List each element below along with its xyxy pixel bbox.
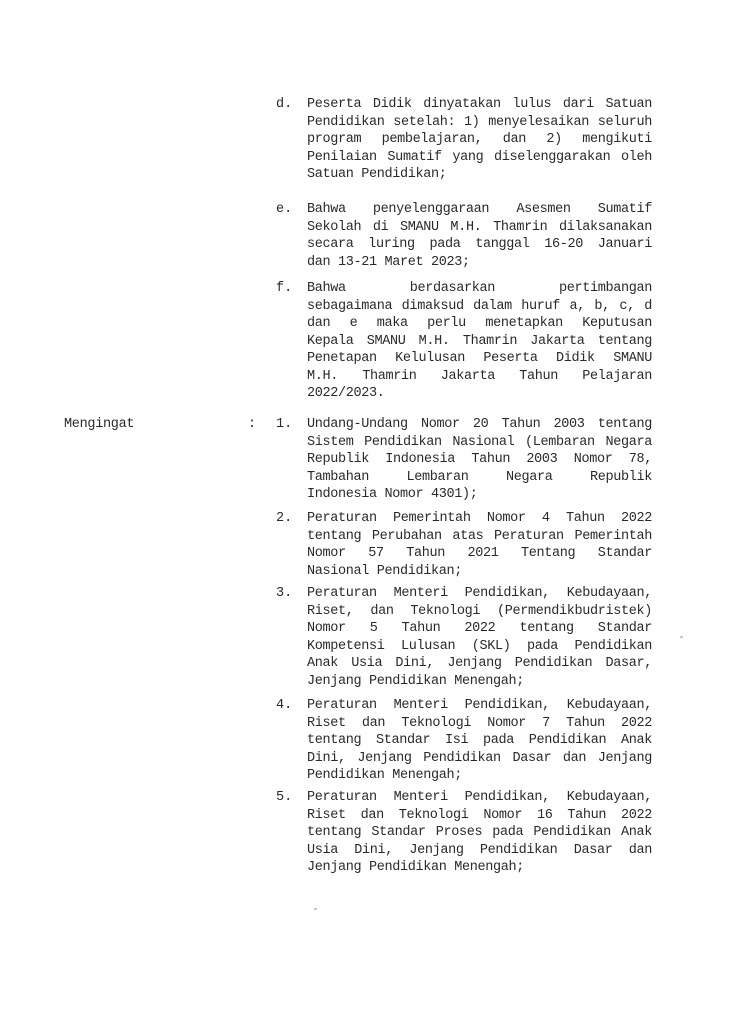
item-marker: 4.: [276, 698, 293, 713]
item-line: Kepala SMANU M.H. Thamrin Jakarta tentang: [307, 333, 652, 349]
item-line: Riset dan Teknologi Nomor 7 Tahun 2022: [307, 715, 652, 731]
item-line: Dini, Jenjang Pendidikan Dasar dan Jenjang: [307, 750, 652, 766]
item-line: dan 13-21 Maret 2023;: [307, 254, 470, 270]
item-marker: 3.: [276, 586, 293, 601]
item-line: Pendidikan Menengah;: [307, 768, 463, 783]
item-line: Indonesia Nomor 4301);: [307, 487, 478, 502]
scan-speck: [314, 908, 317, 910]
item-line: Jenjang Pendidikan Menengah;: [307, 860, 525, 875]
item-line: Satuan Pendidikan;: [307, 167, 447, 182]
item-line: sebagaimana dimaksud dalam huruf a, b, c, d: [307, 298, 652, 314]
item-line: Nasional Pendidikan;: [307, 563, 463, 579]
item-line: Peraturan Pemerintah Nomor 4 Tahun 2022: [307, 511, 652, 526]
item-line: Nomor 57 Tahun 2021 Tentang Standar: [307, 546, 652, 561]
item-marker: 5.: [276, 790, 293, 805]
item-line: Tambahan Lembaran Negara Republik: [307, 469, 652, 485]
item-line: tentang Standar Isi pada Pendidikan Anak: [307, 733, 652, 748]
item-line: Bahwa berdasarkan pertimbangan: [307, 281, 652, 296]
item-marker: d.: [276, 97, 293, 112]
item-line: Penilaian Sumatif yang diselenggarakan oleh: [307, 149, 652, 165]
item-line: Riset dan Teknologi Nomor 16 Tahun 2022: [307, 807, 652, 823]
item-line: 2022/2023.: [307, 386, 385, 401]
item-line: M.H. Thamrin Jakarta Tahun Pelajaran: [307, 368, 652, 384]
mengingat-label: Mengingat: [64, 417, 135, 432]
item-line: Pendidikan setelah: 1) menyelesaikan seluruh: [307, 114, 652, 130]
mengingat-colon: :: [248, 417, 257, 432]
item-line: Usia Dini, Jenjang Pendidikan Dasar dan: [307, 842, 652, 858]
item-line: Peserta Didik dinyatakan lulus dari Satuan: [307, 97, 652, 112]
item-line: secara luring pada tanggal 16-20 Januari: [307, 237, 652, 252]
item-line: Nomor 5 Tahun 2022 tentang Standar: [307, 621, 652, 636]
item-line: Sistem Pendidikan Nasional (Lembaran Negara: [307, 434, 652, 450]
item-marker: e.: [276, 202, 293, 217]
item-line: Bahwa penyelenggaraan Asesmen Sumatif: [307, 202, 652, 217]
item-line: Peraturan Menteri Pendidikan, Kebudayaan,: [307, 586, 652, 601]
item-line: dan e maka perlu menetapkan Keputusan: [307, 316, 652, 331]
item-line: Riset, dan Teknologi (Permendikbudristek): [307, 603, 652, 619]
item-line: tentang Standar Proses pada Pendidikan Anak: [307, 825, 652, 840]
item-line: Peraturan Menteri Pendidikan, Kebudayaan,: [307, 698, 652, 713]
item-line: Undang-Undang Nomor 20 Tahun 2003 tentang: [307, 417, 652, 432]
item-line: Anak Usia Dini, Jenjang Pendidikan Dasar,: [307, 656, 652, 671]
scan-speck: [680, 636, 683, 638]
item-line: Republik Indonesia Tahun 2003 Nomor 78,: [307, 452, 652, 467]
item-line: Sekolah di SMANU M.H. Thamrin dilaksanakan: [307, 219, 652, 235]
item-line: tentang Perubahan atas Peraturan Pemerintah: [307, 528, 652, 544]
item-marker: f.: [276, 281, 293, 296]
item-line: Jenjang Pendidikan Menengah;: [307, 673, 525, 689]
item-marker: 2.: [276, 511, 293, 526]
item-line: program pembelajaran, dan 2) mengikuti: [307, 132, 652, 147]
item-line: Kompetensi Lulusan (SKL) pada Pendidikan: [307, 638, 652, 654]
item-line: Penetapan Kelulusan Peserta Didik SMANU: [307, 351, 652, 366]
item-line: Peraturan Menteri Pendidikan, Kebudayaan,: [307, 790, 652, 805]
item-marker: 1.: [276, 417, 293, 432]
